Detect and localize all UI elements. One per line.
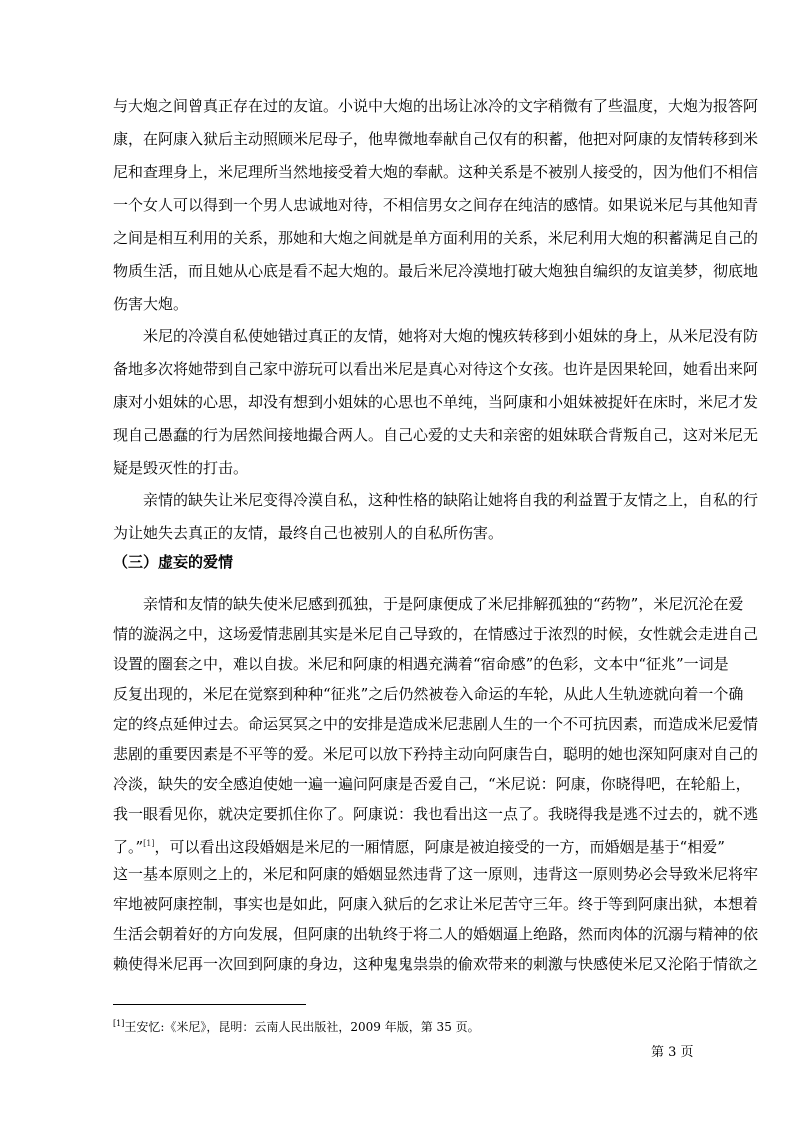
text-line: 亲情的缺失让米尼变得冷漠自私，这种性格的缺陷让她将自我的利益置于友情之上，自私的行 <box>143 491 759 509</box>
text-line: 伤害大炮。 <box>113 295 189 313</box>
text-segment: 了。” <box>113 838 144 856</box>
text-line: 定的终点延伸过去。命运冥冥之中的安排是造成米尼悲剧人生的一个不可抗因素，而造成米尼爱情 <box>113 715 759 733</box>
text-line: 康，在阿康入狱后主动照顾米尼母子，他卑微地奉献自己仅有的积蓄，他把对阿康的友情转移到米 <box>113 130 759 148</box>
footnote-marker: [1] <box>113 1019 125 1028</box>
text-line: 情的漩涡之中，这场爱情悲剧其实是米尼自己导致的，在情感过于浓烈的时候，女性就会走进自己 <box>113 625 759 643</box>
footnote-reference[interactable]: [1] <box>143 839 155 848</box>
footnote-text: 王安忆:《米尼》，昆明：云南人民出版社，2009 年版，第 35 页。 <box>124 1020 480 1034</box>
text-line: 我一眼看见你，就决定要抓住你了。阿康说：我也看出这一点了。我晓得我是逃不过去的，就不逃 <box>113 805 759 823</box>
text-line: 赖使得米尼再一次回到阿康的身边，这种鬼鬼祟祟的偷欢带来的刺激与快感使米尼又沦陷于情欲之 <box>113 955 759 973</box>
page-number: 第 3 页 <box>651 1045 694 1060</box>
text-line: 冷淡，缺失的安全感迫使她一遍一遍问阿康是否爱自己，“米尼说：阿康，你晓得吧，在轮船上， <box>113 775 751 793</box>
text-line <box>113 834 725 857</box>
text-line: 悲剧的重要因素是不平等的爱。米尼可以放下矜持主动向阿康告白，聪明的她也深知阿康对自己的 <box>113 745 759 763</box>
text-line: 为让她失去真正的友情，最终自己也被别人的自私所伤害。 <box>113 524 504 542</box>
text-line: 米尼的冷漠自私使她错过真正的友情，她将对大炮的愧疚转移到小姐妹的身上，从米尼没有防 <box>143 327 759 345</box>
text-line: 生活会朝着好的方向发展，但阿康的出轨终于将二人的婚姻逼上绝路，然而肉体的沉溺与精神的依 <box>113 925 759 943</box>
text-line: 物质生活，而且她从心底是看不起大炮的。最后米尼冷漠地打破大炮独自编织的友谊美梦，彻底地 <box>113 262 759 280</box>
text-line: 设置的圈套之中，难以自拔。米尼和阿康的相遇充满着“宿命感”的色彩，文本中“征兆”一词是 <box>113 655 729 673</box>
text-line: 现自己愚蠢的行为居然间接地撮合两人。自己心爱的丈夫和亲密的姐妹联合背叛自己，这对米尼无 <box>113 426 759 444</box>
text-line: 之间是相互利用的关系，那她和大炮之间就是单方面利用的关系，米尼利用大炮的积蓄满足自己的 <box>113 229 759 247</box>
text-line: 一个女人可以得到一个男人忠诚地对待，不相信男女之间存在纯洁的感情。如果说米尼与其他知青 <box>113 196 759 214</box>
text-line: 康对小姐妹的心思，却没有想到小姐妹的心思也不单纯，当阿康和小姐妹被捉奸在床时，米尼才发 <box>113 393 759 411</box>
text-line: 尼和查理身上，米尼理所当然地接受着大炮的奉献。这种关系是不被别人接受的，因为他们不相信 <box>113 163 759 181</box>
text-line: 亲情和友情的缺失使米尼感到孤独，于是阿康便成了米尼排解孤独的“药物”，米尼沉沦在爱 <box>143 595 744 613</box>
text-line: 疑是毁灭性的打击。 <box>113 459 249 477</box>
text-line: 备地多次将她带到自己家中游玩可以看出米尼是真心对待这个女孩。也许是因果轮回，她看出来阿 <box>113 360 759 378</box>
text-line: 与大炮之间曾真正存在过的友谊。小说中大炮的出场让冰冷的文字稍微有了些温度，大炮为报答阿 <box>113 97 759 115</box>
text-line: 牢地被阿康控制，事实也是如此，阿康入狱后的乞求让米尼苦守三年。终于等到阿康出狱，本想着 <box>113 895 759 913</box>
text-segment: ，可以看出这段婚姻是米尼的一厢情愿，阿康是被迫接受的一方，而婚姻是基于“相爱” <box>154 838 725 856</box>
footnote <box>113 1016 480 1035</box>
text-line: 反复出现的，米尼在觉察到种种“征兆”之后仍然被卷入命运的车轮，从此人生轨迹就向着一个确 <box>113 685 744 703</box>
text-line: 这一基本原则之上的，米尼和阿康的婚姻显然违背了这一原则，违背这一原则势必会导致米尼将牢 <box>113 865 759 883</box>
section-heading: （三）虚妄的爱情 <box>113 553 234 571</box>
footnote-separator <box>113 1004 306 1005</box>
